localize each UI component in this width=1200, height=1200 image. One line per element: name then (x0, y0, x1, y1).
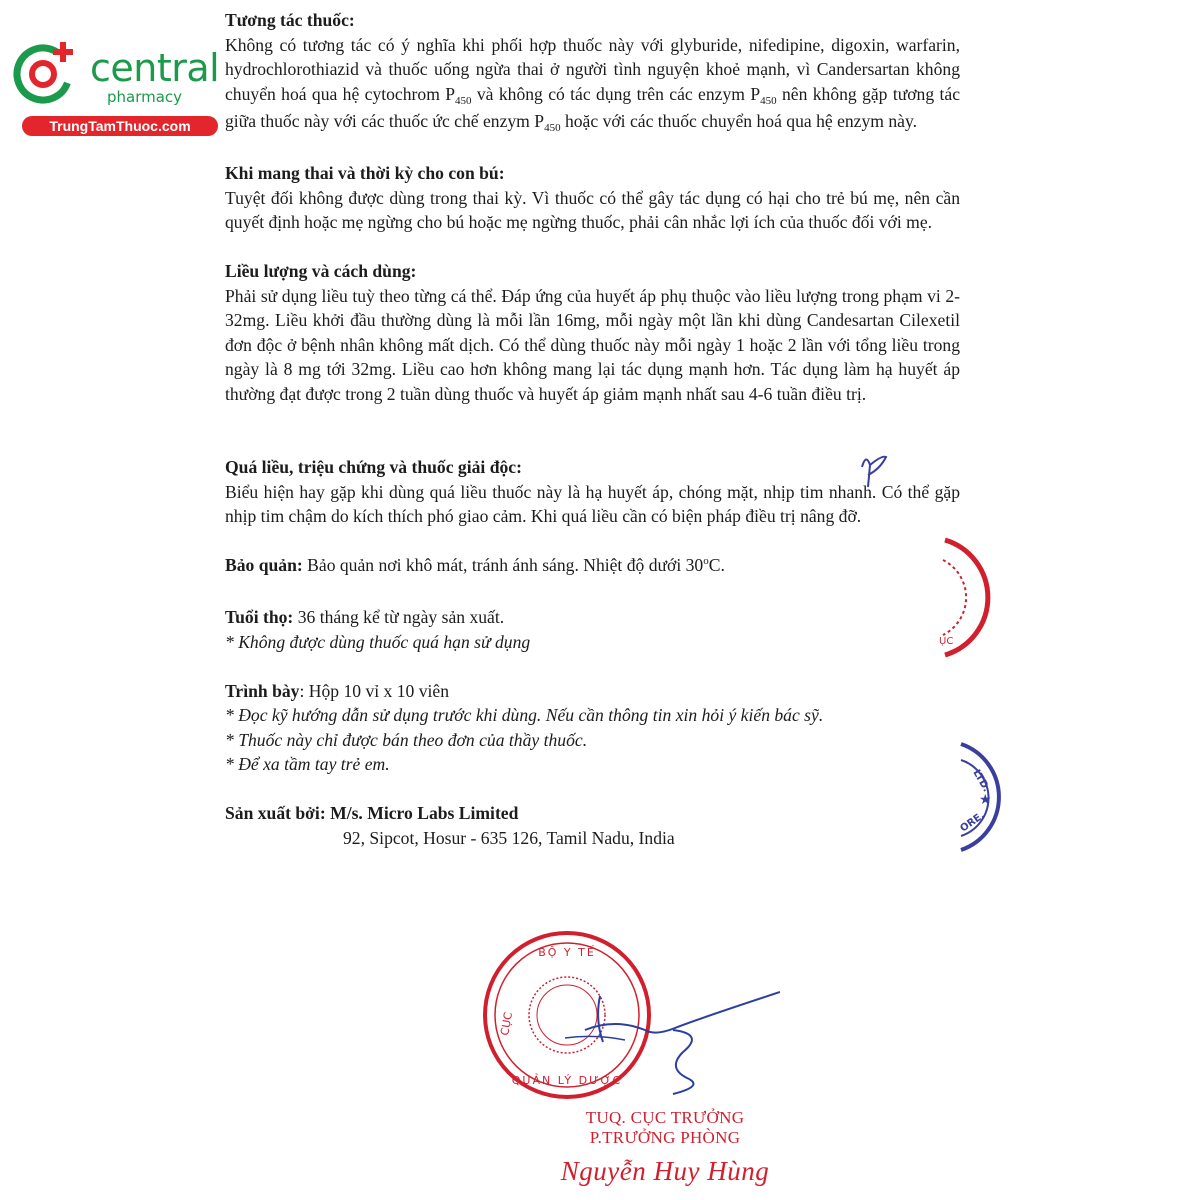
presentation-note: * Để xa tầm tay trẻ em. (225, 754, 390, 774)
initial-signature-mark (852, 445, 897, 495)
shelf-life-label: Tuổi thọ: (225, 607, 294, 627)
signer-title-2: P.TRƯỞNG PHÒNG (589, 1128, 741, 1147)
section-presentation (225, 679, 960, 777)
manufacturer-address: 92, Sipcot, Hosur - 635 126, Tamil Nadu, India (343, 827, 675, 848)
stamp-text-top: BỘ Y TẾ (538, 946, 596, 959)
partial-blue-stamp (955, 738, 1017, 856)
stamp-text-left: CỤC (498, 1011, 516, 1037)
section-manufacturer (225, 801, 960, 850)
logo-website-badge[interactable]: TrungTamThuoc.com (22, 116, 218, 136)
logo-tagline: pharmacy (107, 88, 183, 106)
shelf-life-line: Tuổi thọ: 36 tháng kể từ ngày sản xuất. (225, 607, 505, 627)
pharmacy-logo-icon (10, 38, 80, 108)
overdose-heading: Quá liều, triệu chứng và thuốc giải độc: (225, 457, 522, 477)
blue-stamp-text-top: LTD. (970, 768, 992, 794)
pregnancy-body: Tuyệt đối không được dùng trong thai kỳ. Vì thuốc có thể gây tác dụng có hại cho trẻ bú mẹ, nên cần quyết định hoặc mẹ ngừng cho bú hoặc mẹ ngừng thuốc, phải cân nhắc lợi ích của thuốc đối với mẹ. (225, 187, 960, 232)
pharmacy-logo (10, 38, 220, 138)
presentation-note: * Thuốc này chỉ được bán theo đơn của thầy thuốc. (225, 729, 588, 750)
section-interactions (225, 8, 960, 137)
manufacturer-name: M/s. Micro Labs Limited (325, 803, 519, 823)
red-stamp-text: ỤC (939, 636, 954, 647)
partial-red-stamp (925, 530, 995, 665)
presentation-label: Trình bày (225, 680, 300, 701)
svg-text:★: ★ (979, 792, 992, 808)
signer-block (540, 1108, 790, 1192)
signer-title-1: TUQ. CỤC TRƯỞNG (585, 1108, 745, 1127)
logo-name: central (90, 46, 220, 90)
manufacturer-line (225, 801, 960, 826)
blue-stamp-text-bottom: ORE. (958, 810, 987, 835)
dosage-heading: Liều lượng và cách dùng: (225, 261, 417, 281)
storage-label: Bảo quản: (225, 555, 303, 575)
interactions-heading: Tương tác thuốc: (225, 10, 355, 30)
presentation-note: * Đọc kỹ hướng dẫn sử dụng trước khi dùng. Nếu cần thông tin xin hỏi ý kiến bác sỹ. (225, 705, 824, 725)
storage-line: Bảo quản: Bảo quản nơi khô mát, tránh ánh sáng. Nhiệt độ dưới 30$^o$C. (225, 555, 725, 575)
manufacturer-label: Sản xuất bởi: (225, 803, 326, 823)
overdose-body: Biểu hiện hay gặp khi dùng quá liều thuốc này là hạ huyết áp, chóng mặt, nhịp tim nhanh. Có thể gặp nhịp tim chậm do kích thích phó giao cảm. Khi quá liều cần có biện pháp điều trị nâng đỡ. (225, 481, 960, 526)
drug-leaflet (225, 8, 960, 850)
interactions-body: Không có tương tác có ý nghĩa khi phối hợp thuốc này với glyburide, nifedipine, digoxin, warfarin, hydrochlorothiazid và thuốc uống ngừa thai ở người tình nguyện khoẻ mạnh, vì Candersartan không chuyển hoá qua hệ cytochrom $P_{450}$ và không có tác dụng trên các enzym $P_{450}$ nên không gặp tương tác giữa thuốc này với các thuốc ức chế enzym $P_{450}$ hoặc với các thuốc chuyển hoá qua hệ enzym này. (225, 34, 961, 134)
section-dosage (225, 259, 960, 406)
presentation-line: Trình bày: Hộp 10 vỉ x 10 viên (225, 680, 450, 701)
handwritten-signature (555, 990, 780, 1095)
signer-name: Nguyễn Huy Hùng (560, 1156, 770, 1186)
shelf-life-note: * Không được dùng thuốc quá hạn sử dụng (225, 631, 531, 652)
section-storage (225, 553, 960, 581)
section-overdose (225, 455, 960, 529)
dosage-body: Phải sử dụng liều tuỳ theo từng cá thể. Đáp ứng của huyết áp phụ thuộc vào liều lượng trong phạm vi 2-32mg. Liều khởi đầu thường dùng là mỗi lần 16mg, mỗi ngày một lần khi dùng Candesartan Cilexetil đơn độc ở bệnh nhân không mất dịch. Có thể dùng thuốc này mỗi ngày 1 hoặc 2 lần với tổng liều trong ngày là 8 mg tới 32mg. Liều cao hơn không mang lại tác dụng mạnh hơn. Tác dụng làm hạ huyết áp thường đạt được trong 2 tuần dùng thuốc và huyết áp giảm mạnh nhất sau 4-6 tuần điều trị. (225, 285, 960, 404)
pregnancy-heading: Khi mang thai và thời kỳ cho con bú: (225, 163, 505, 183)
section-shelf-life (225, 605, 960, 654)
stamp-text-bottom: QUẢN LÝ DƯỢC (511, 1074, 623, 1087)
section-pregnancy (225, 161, 960, 235)
